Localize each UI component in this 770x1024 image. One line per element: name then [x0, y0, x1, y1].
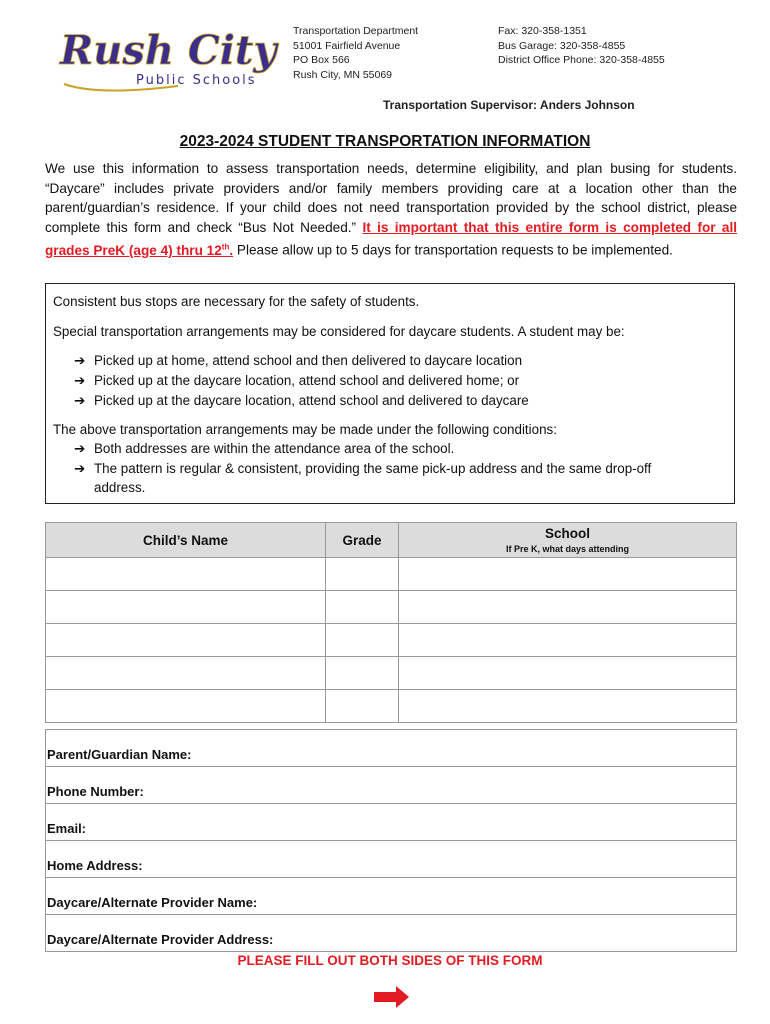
condition-item-continued: address.: [94, 480, 146, 495]
school-cell[interactable]: [399, 690, 737, 723]
school-cell[interactable]: [399, 591, 737, 624]
arrow-bullet-icon: ➔: [74, 461, 86, 476]
option-text: Picked up at the daycare location, attend school and delivered home; or: [94, 373, 520, 388]
school-cell[interactable]: [399, 657, 737, 690]
department-address: [293, 24, 418, 82]
option-text: Picked up at the daycare location, attend school and delivered to daycare: [94, 393, 529, 408]
condition-item: [74, 441, 454, 457]
child-name-cell[interactable]: [46, 558, 326, 591]
emphasis-text: It is important that this entire form is completed for all grades PreK (age 4) thru 12: [45, 219, 738, 258]
logo-title: Rush City: [60, 27, 277, 74]
form-row: [46, 804, 737, 841]
contact-info: [498, 24, 665, 68]
address-line: Rush City, MN 55069: [293, 68, 393, 81]
header-sublabel: If Pre K, what days attending: [505, 544, 630, 554]
address-line: 51001 Fairfield Avenue: [293, 39, 401, 52]
table-row: [46, 624, 737, 657]
emphasis-superscript: th: [221, 242, 230, 252]
arrangements-box: [45, 283, 735, 504]
option-text: Picked up at home, attend school and then delivered to daycare location: [94, 353, 523, 368]
grade-cell[interactable]: [326, 624, 399, 657]
condition-text: Both addresses are within the attendance area of the school.: [94, 441, 455, 456]
grade-cell[interactable]: [326, 591, 399, 624]
fill-both-sides-notice: PLEASE FILL OUT BOTH SIDES OF THIS FORM: [237, 953, 543, 968]
address-line: PO Box 566: [293, 54, 350, 66]
daycare-provider-name-field[interactable]: Daycare/Alternate Provider Name:: [46, 878, 737, 915]
fax-number: Fax: 320-358-1351: [498, 25, 587, 37]
home-address-field[interactable]: Home Address:: [46, 841, 737, 878]
grade-cell[interactable]: [326, 558, 399, 591]
arrow-bullet-icon: ➔: [74, 373, 86, 388]
option-item: [74, 373, 519, 389]
header-label: Child’s Name: [142, 532, 229, 548]
intro-text: We use this information to assess transportation needs, determine eligibility, and plan busing for students. “Daycare” includes private providers and/or family members providing care at a location other than the parent/guardian’s residence. If your child does not need transportation provided by the school district, please complete this form and check “Bus Not Needed.”: [45, 161, 737, 235]
bus-garage-phone: Bus Garage: 320-358-4855: [498, 39, 626, 52]
grade-cell[interactable]: [326, 690, 399, 723]
address-line: Transportation Department: [293, 25, 419, 37]
school-cell[interactable]: [399, 624, 737, 657]
child-name-cell[interactable]: [46, 624, 326, 657]
arrow-bullet-icon: ➔: [74, 353, 86, 368]
table-row: [46, 690, 737, 723]
child-name-cell[interactable]: [46, 690, 326, 723]
supervisor-line: Transportation Supervisor: Anders Johnson: [383, 98, 635, 112]
daycare-provider-address-field[interactable]: Daycare/Alternate Provider Address:: [46, 915, 737, 952]
form-row: [46, 878, 737, 915]
box-line: The above transportation arrangements may be made under the following conditions:: [53, 422, 557, 437]
form-row: [46, 841, 737, 878]
page-title: 2023-2024 STUDENT TRANSPORTATION INFORMATION: [179, 133, 591, 150]
intro-text-end: Please allow up to 5 days for transportation requests to be implemented.: [233, 242, 673, 258]
table-header-row: [46, 523, 737, 558]
emphasis-end: .: [229, 242, 234, 258]
header-label: Grade: [342, 532, 382, 548]
phone-number-field[interactable]: Phone Number:: [46, 767, 737, 804]
column-header-child-name: [46, 523, 326, 558]
child-name-cell[interactable]: [46, 591, 326, 624]
district-office-phone: District Office Phone: 320-358-4855: [498, 54, 665, 66]
parent-name-field[interactable]: Parent/Guardian Name:: [46, 730, 737, 767]
intro-paragraph: [45, 159, 737, 261]
condition-item: [74, 461, 651, 477]
form-row: [46, 915, 737, 952]
header-label: School: [544, 526, 590, 541]
column-header-school: [399, 523, 737, 558]
box-line: Special transportation arrangements may be considered for daycare students. A student may be:: [53, 324, 625, 339]
arrow-bullet-icon: ➔: [74, 441, 86, 456]
option-item: [74, 393, 529, 409]
school-cell[interactable]: [399, 558, 737, 591]
form-row: [46, 767, 737, 804]
logo-subtitle: Public Schools: [136, 73, 257, 88]
table-row: [46, 657, 737, 690]
children-table: [45, 522, 737, 723]
form-row: [46, 730, 737, 767]
parent-info-table: [45, 729, 737, 952]
email-field[interactable]: Email:: [46, 804, 737, 841]
box-line: Consistent bus stops are necessary for the safety of students.: [53, 294, 420, 309]
district-logo: [58, 24, 286, 98]
grade-cell[interactable]: [326, 657, 399, 690]
arrow-bullet-icon: ➔: [74, 393, 86, 408]
table-row: [46, 591, 737, 624]
column-header-grade: [326, 523, 399, 558]
condition-text: The pattern is regular & consistent, providing the same pick-up address and the same drop-off: [94, 461, 652, 476]
table-row: [46, 558, 737, 591]
option-item: [74, 353, 522, 369]
arrow-right-icon: [374, 986, 410, 1008]
child-name-cell[interactable]: [46, 657, 326, 690]
